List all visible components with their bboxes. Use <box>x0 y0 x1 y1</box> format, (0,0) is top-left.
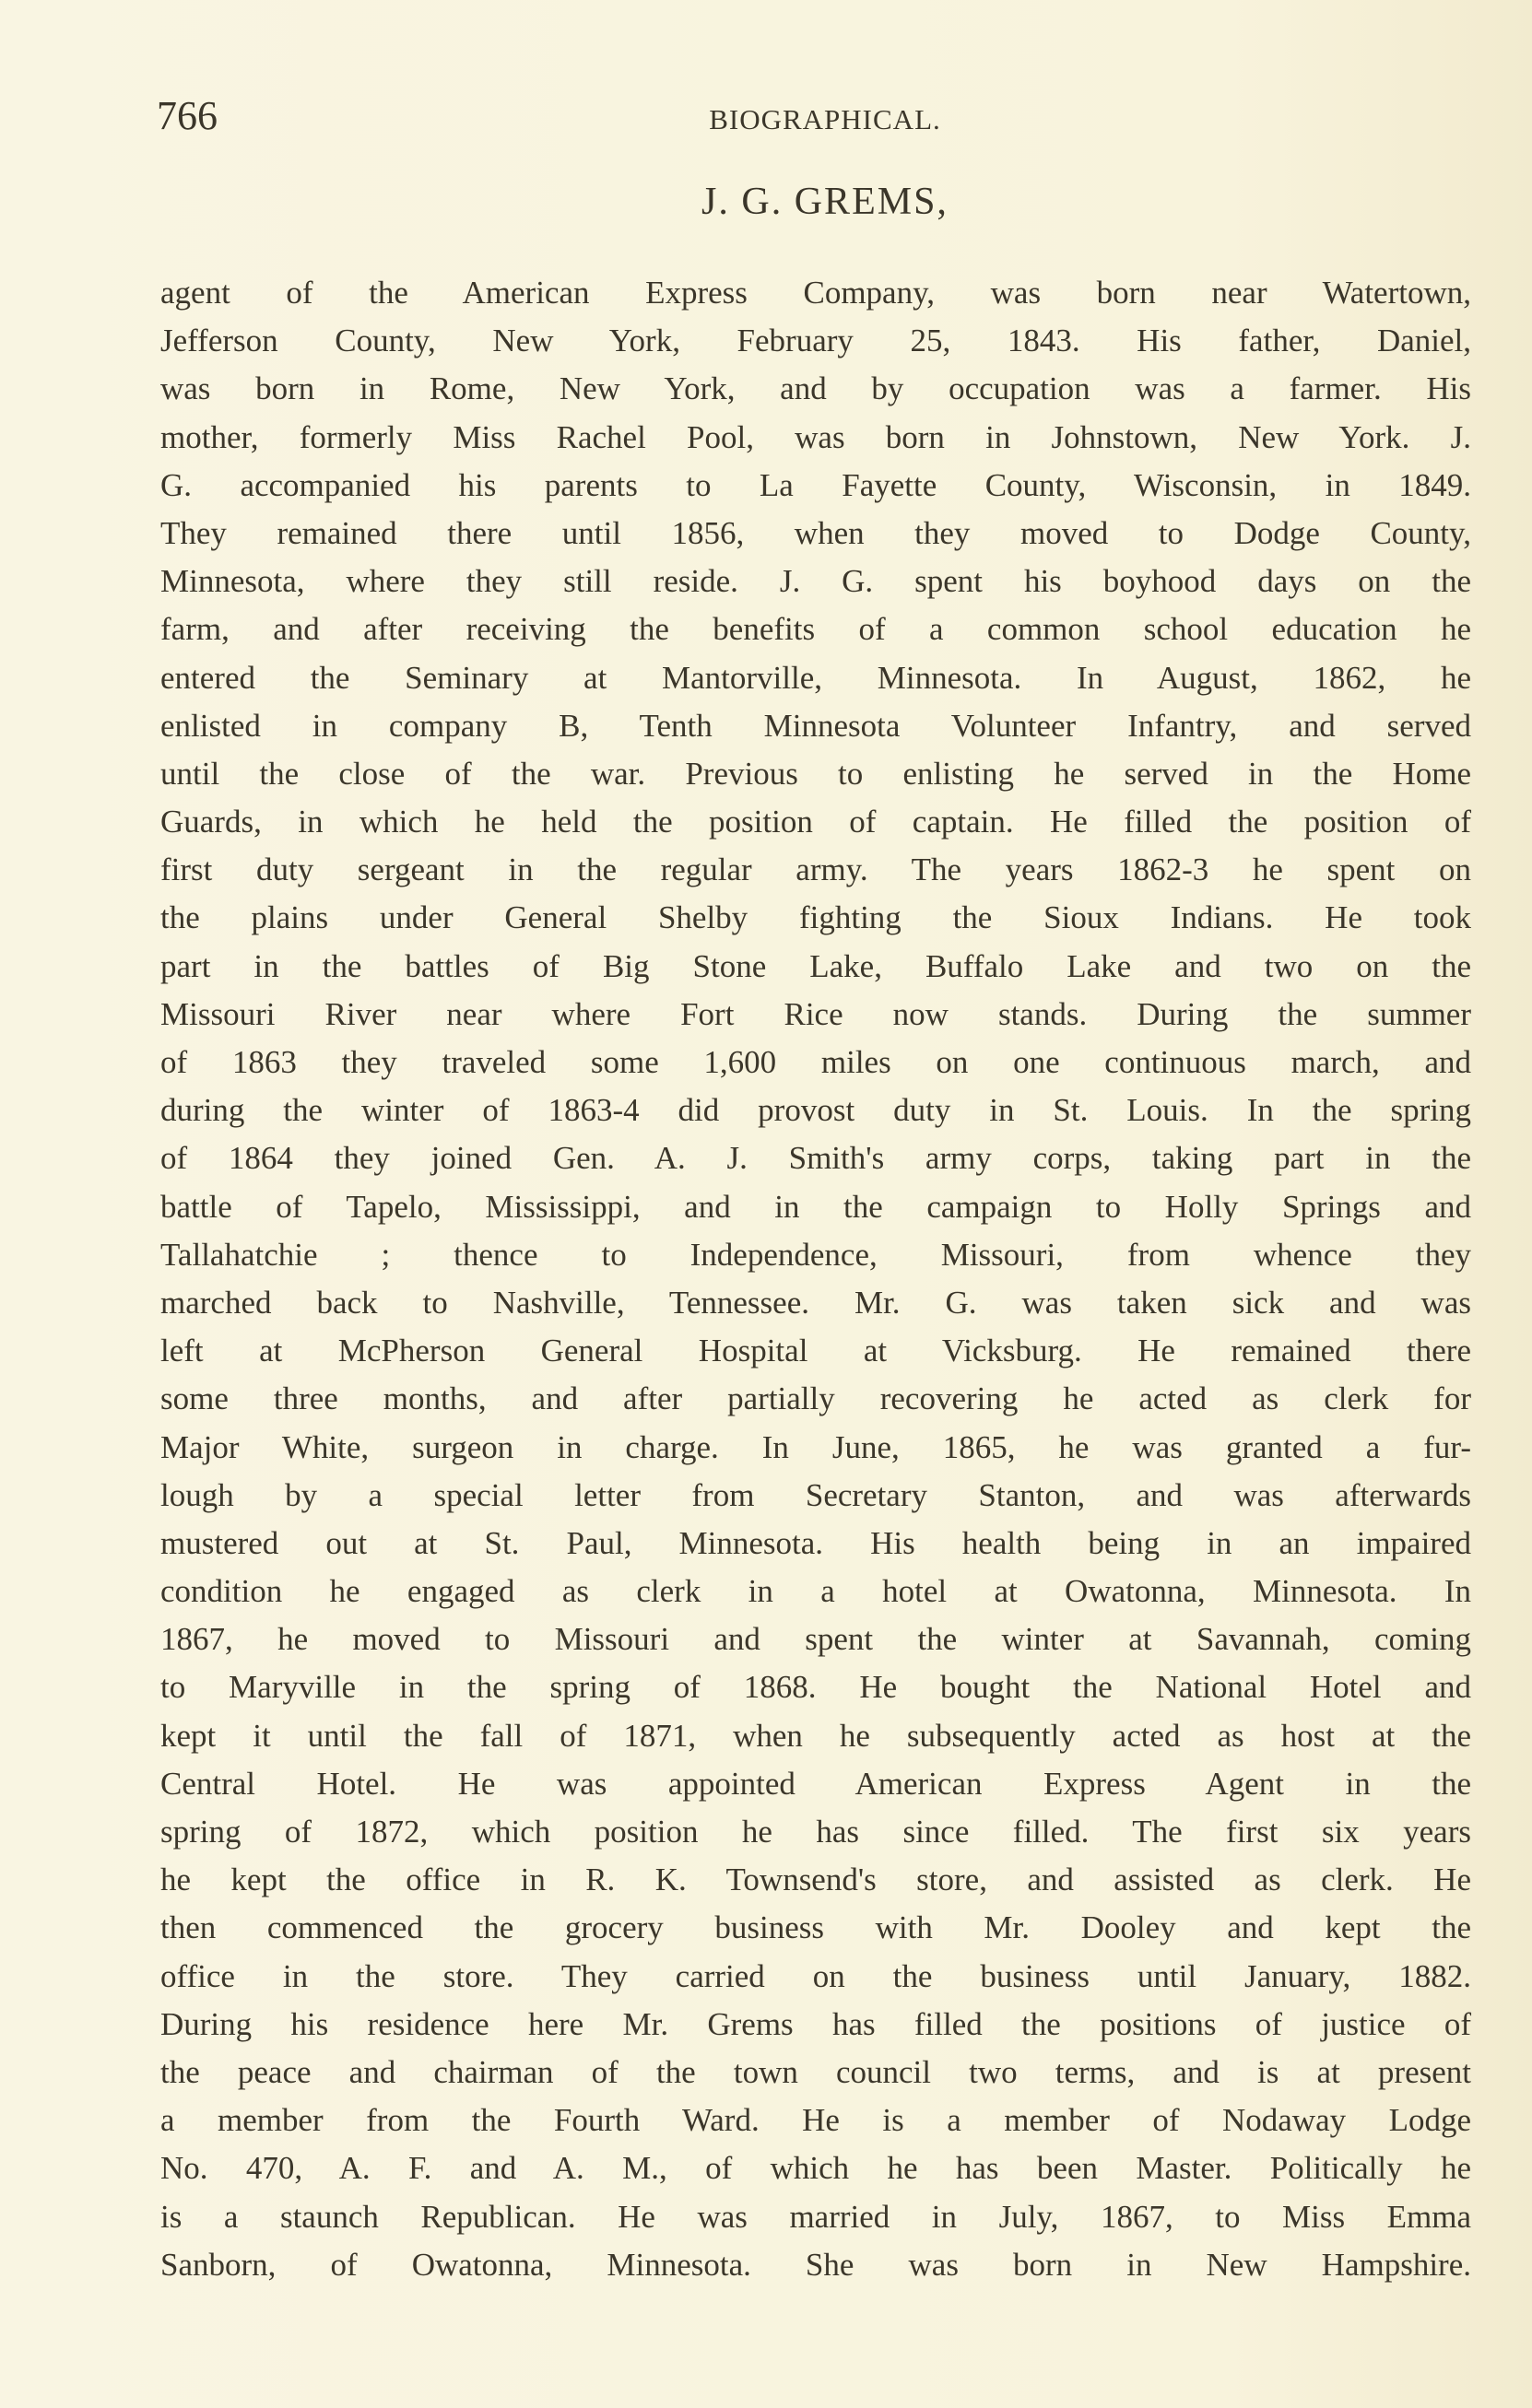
text-line: spring of 1872, which position he has since filled. The first six years <box>160 1814 1471 1850</box>
text-line: Central Hotel. He was appointed American Express Agent in the <box>160 1765 1471 1802</box>
text-line: mother, formerly Miss Rachel Pool, was born in Johnstown, New York. J. <box>160 418 1471 455</box>
text-line: to Maryville in the spring of 1868. He bought the National Hotel and <box>160 1669 1471 1706</box>
text-line: G. accompanied his parents to La Fayette County, Wisconsin, in 1849. <box>160 466 1471 503</box>
text-line: Tallahatchie ; thence to Independence, Missouri, from whence they <box>160 1236 1471 1273</box>
text-line: a member from the Fourth Ward. He is a member of Nodaway Lodge <box>160 2102 1471 2139</box>
text-line: is a staunch Republican. He was married in July, 1867, to Miss Emma <box>160 2198 1471 2235</box>
page-number: 766 <box>157 93 218 138</box>
text-line: During his residence here Mr. Grems has filled the positions of justice of <box>160 2005 1471 2042</box>
text-line: condition he engaged as clerk in a hotel at Owatonna, Minnesota. In <box>160 1573 1471 1610</box>
text-line: the plains under General Shelby fighting the Sioux Indians. He took <box>160 899 1471 936</box>
text-line: during the winter of 1863-4 did provost duty in St. Louis. In the spring <box>160 1092 1471 1129</box>
text-line: until the close of the war. Previous to enlisting he served in the Home <box>160 755 1471 792</box>
running-head: BIOGRAPHICAL. <box>709 103 941 135</box>
text-line: 1867, he moved to Missouri and spent the winter at Savannah, coming <box>160 1621 1471 1658</box>
text-line: Guards, in which he held the position of captain. He filled the position of <box>160 804 1471 840</box>
text-line: of 1864 they joined Gen. A. J. Smith's army corps, taking part in the <box>160 1140 1471 1177</box>
text-line: some three months, and after partially recovering he acted as clerk for <box>160 1380 1471 1417</box>
text-line: Major White, surgeon in charge. In June, 1865, he was granted a fur- <box>160 1428 1471 1465</box>
text-line: part in the battles of Big Stone Lake, Buffalo Lake and two on the <box>160 947 1471 984</box>
text-line: left at McPherson General Hospital at Vicksburg. He remained there <box>160 1333 1471 1369</box>
text-line: lough by a special letter from Secretary Stanton, and was afterwards <box>160 1476 1471 1513</box>
text-line: battle of Tapelo, Mississippi, and in the campaign to Holly Springs and <box>160 1188 1471 1225</box>
text-line: kept it until the fall of 1871, when he subsequently acted as host at the <box>160 1717 1471 1754</box>
text-line: agent of the American Express Company, was born near Watertown, <box>160 275 1471 311</box>
text-line: Missouri River near where Fort Rice now stands. During the summer <box>160 995 1471 1032</box>
text-line: No. 470, A. F. and A. M., of which he has been Master. Politically he <box>160 2150 1471 2187</box>
text-line: he kept the office in R. K. Townsend's store, and assisted as clerk. He <box>160 1862 1471 1898</box>
text-line: office in the store. They carried on the business until January, 1882. <box>160 1957 1471 1994</box>
text-line: was born in Rome, New York, and by occupation was a farmer. His <box>160 370 1471 407</box>
text-line: Jefferson County, New York, February 25, 1843. His father, Daniel, <box>160 323 1471 359</box>
text-line: first duty sergeant in the regular army. The years 1862-3 he spent on <box>160 852 1471 888</box>
text-line: enlisted in company B, Tenth Minnesota Volunteer Infantry, and served <box>160 707 1471 744</box>
text-line: marched back to Nashville, Tennessee. Mr. G. was taken sick and was <box>160 1284 1471 1321</box>
text-line: then commenced the grocery business with Mr. Dooley and kept the <box>160 1909 1471 1946</box>
text-line: Minnesota, where they still reside. J. G. spent his boyhood days on the <box>160 563 1471 600</box>
text-line: entered the Seminary at Mantorville, Minnesota. In August, 1862, he <box>160 659 1471 696</box>
biography-title: J. G. GREMS, <box>701 181 949 223</box>
text-line: Sanborn, of Owatonna, Minnesota. She was born in New Hampshire. <box>160 2246 1471 2283</box>
text-line: the peace and chairman of the town council two terms, and is at present <box>160 2053 1471 2090</box>
biography-text <box>160 269 1471 2289</box>
text-line: of 1863 they traveled some 1,600 miles on one continuous march, and <box>160 1044 1471 1080</box>
text-line: mustered out at St. Paul, Minnesota. His health being in an impaired <box>160 1524 1471 1561</box>
text-line: farm, and after receiving the benefits of a common school education he <box>160 611 1471 648</box>
text-line: They remained there until 1856, when they moved to Dodge County, <box>160 514 1471 551</box>
